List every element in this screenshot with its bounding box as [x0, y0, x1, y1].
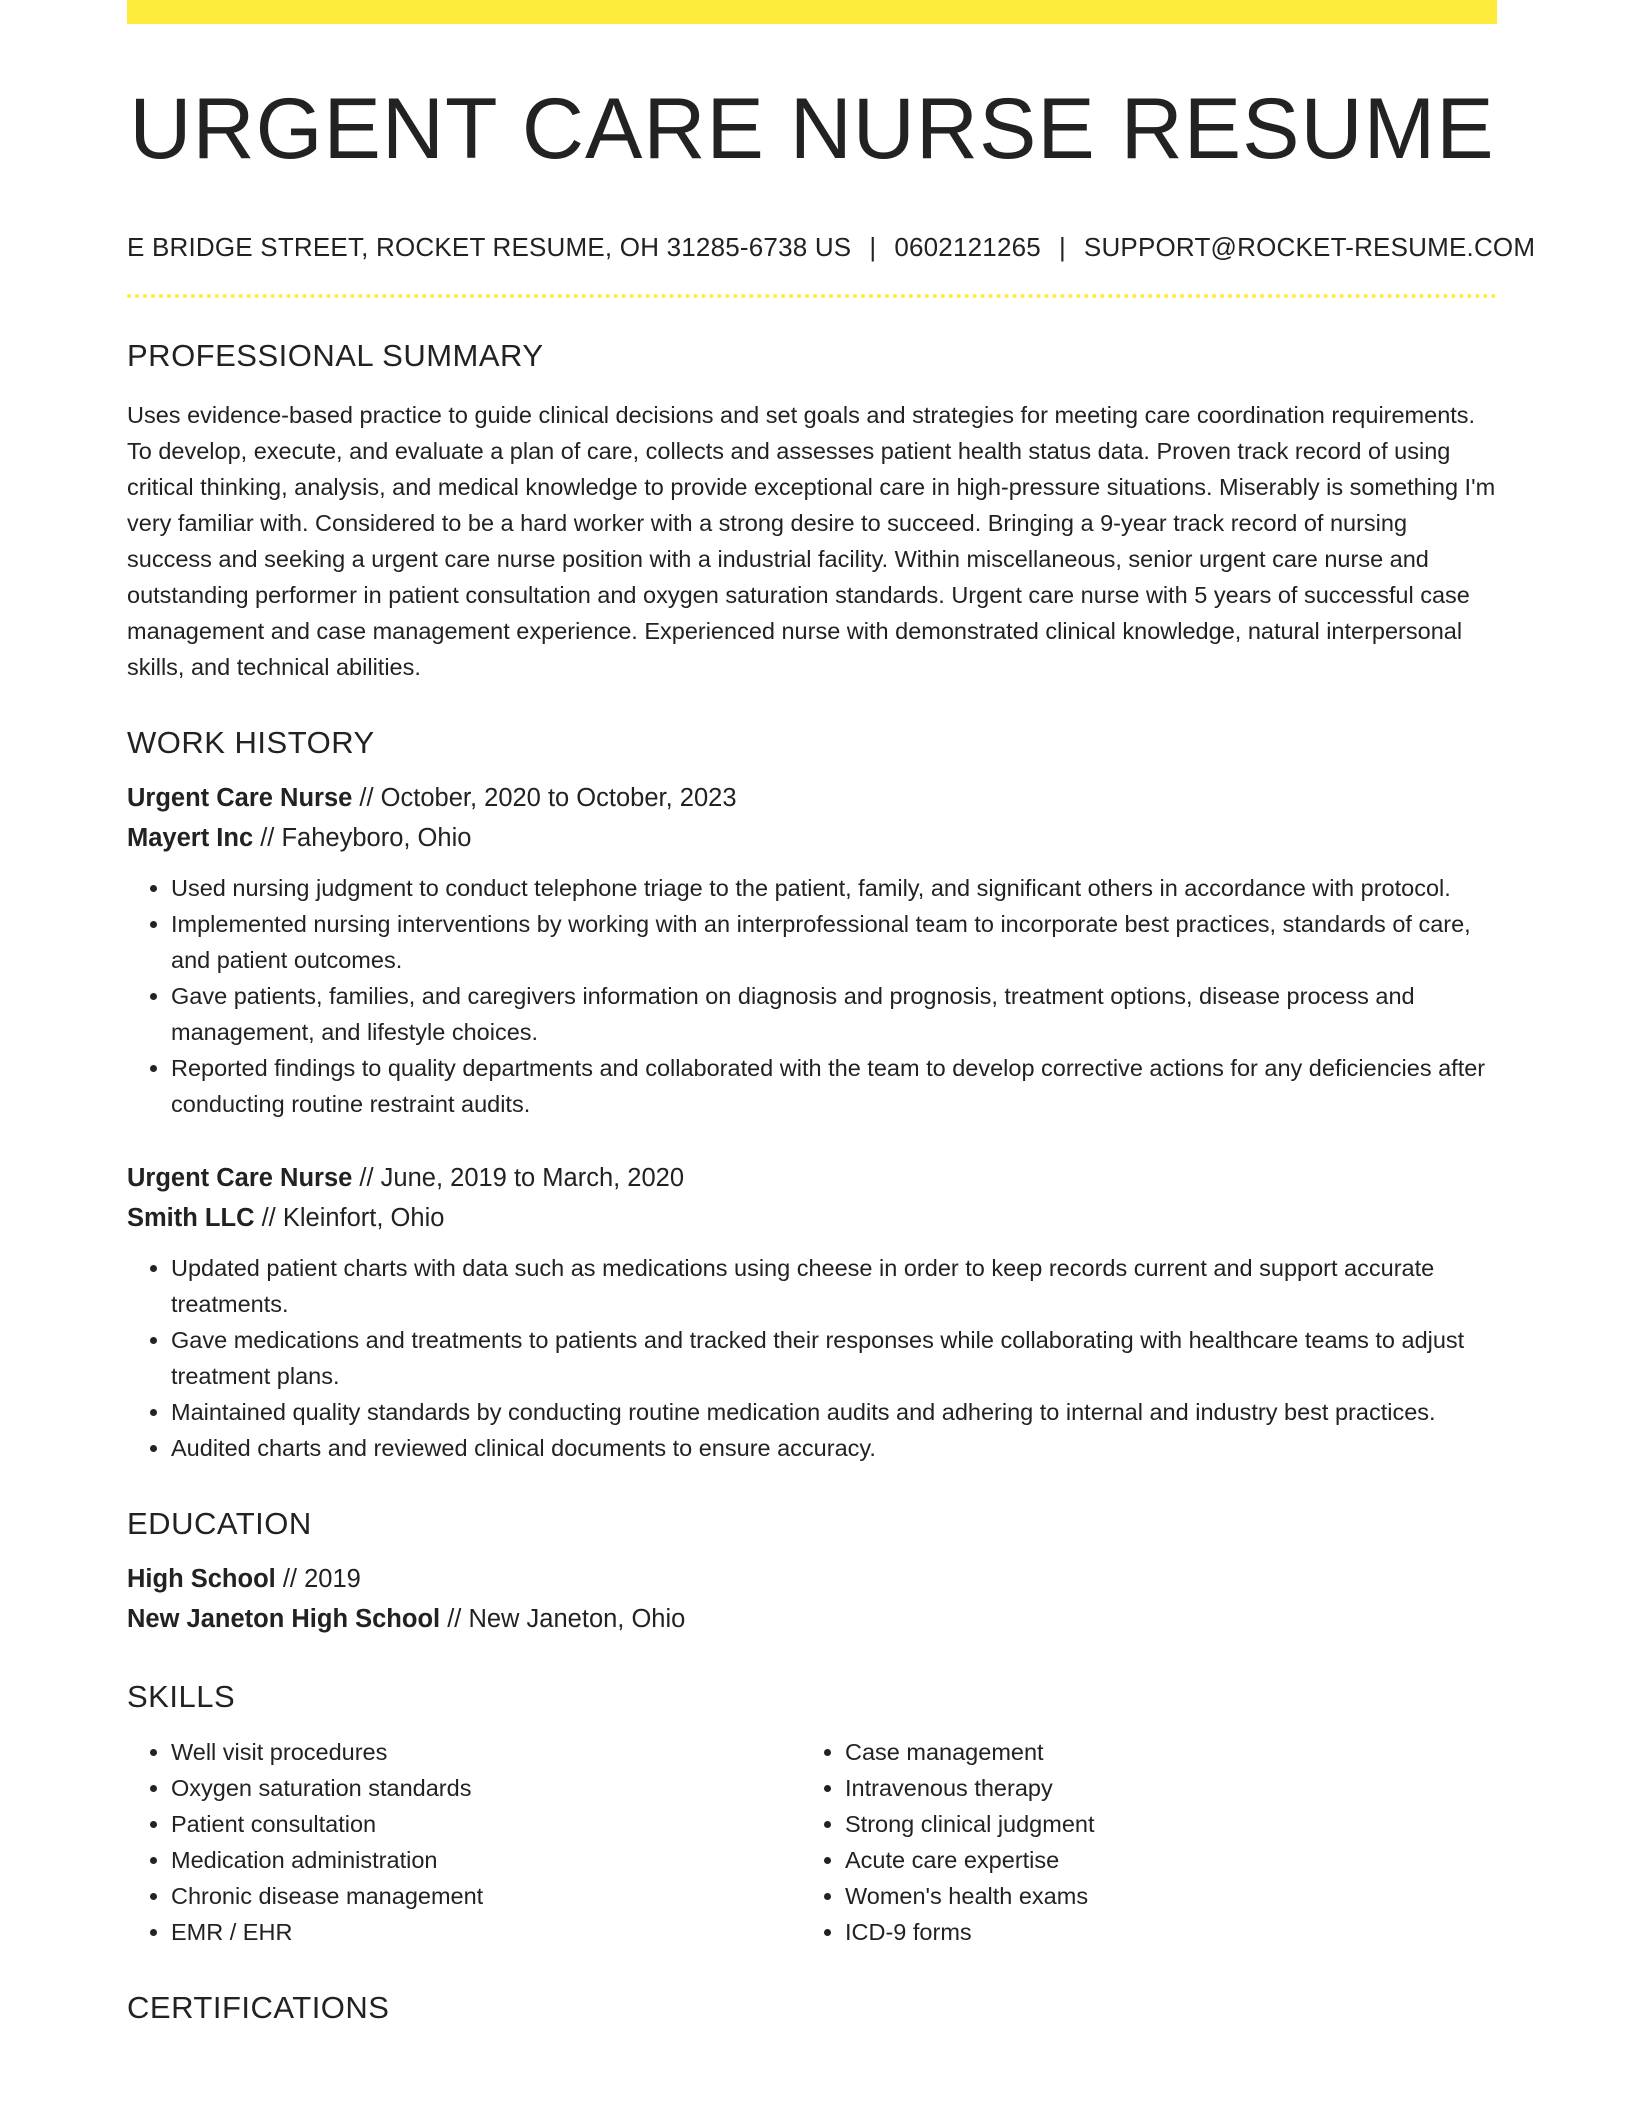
job-company-line — [127, 818, 1497, 858]
job-title: Urgent Care Nurse — [127, 784, 353, 812]
job-dates: // June, 2019 to March, 2020 — [352, 1164, 685, 1192]
work-history-heading: WORK HISTORY — [127, 725, 375, 760]
resume-page — [127, 0, 1536, 2025]
education-school-line — [127, 1599, 1497, 1639]
address: E BRIDGE STREET, ROCKET RESUME, OH 31285-6738 US — [127, 232, 852, 262]
education-degree: High School — [127, 1565, 276, 1593]
skill-item: • ICD-9 forms — [845, 1914, 1475, 1950]
skill-item: • EMR / EHR — [171, 1914, 801, 1950]
job-bullets — [127, 1250, 1497, 1466]
job-bullet: • Audited charts and reviewed clinical documents to ensure accuracy. — [171, 1430, 1497, 1466]
skill-item: • Acute care expertise — [845, 1842, 1475, 1878]
job-dates: // October, 2020 to October, 2023 — [352, 784, 737, 812]
skill-item: • Women's health exams — [845, 1878, 1475, 1914]
job-bullet: • Maintained quality standards by conducting routine medication audits and adhering to internal and industry best practices. — [171, 1394, 1497, 1430]
contact-separator: | — [869, 232, 877, 262]
job-bullet: • Updated patient charts with data such as medications using cheese in order to keep records current and support accurate treatments. — [171, 1250, 1497, 1322]
skills-columns — [127, 1734, 1497, 1950]
education-entry — [127, 1559, 1497, 1639]
certifications-heading: CERTIFICATIONS — [127, 1990, 390, 2025]
job-company: Mayert Inc — [127, 824, 254, 852]
job-bullets — [127, 870, 1497, 1122]
job-company: Smith LLC — [127, 1204, 255, 1232]
contact-line — [127, 232, 1536, 262]
skill-item: • Oxygen saturation standards — [171, 1770, 801, 1806]
top-accent-bar — [127, 0, 1497, 24]
job-company-line — [127, 1198, 1497, 1238]
skill-item: • Case management — [845, 1734, 1475, 1770]
skill-item: • Patient consultation — [171, 1806, 801, 1842]
education-school: New Janeton High School — [127, 1605, 441, 1633]
skills-right-column — [801, 1734, 1475, 1950]
education-degree-line — [127, 1559, 1497, 1599]
skills-left-column — [127, 1734, 801, 1950]
contact-separator: | — [1058, 232, 1066, 262]
job-bullet: • Reported findings to quality departments and collaborated with the team to develop corrective actions for any deficiencies after conducting routine restraint audits. — [171, 1050, 1497, 1122]
job-bullet: • Used nursing judgment to conduct telephone triage to the patient, family, and significant others in accordance with protocol. — [171, 870, 1497, 906]
job-entry — [127, 778, 1497, 1122]
skill-item: • Medication administration — [171, 1842, 801, 1878]
education-year: // 2019 — [275, 1565, 361, 1593]
summary-text: Uses evidence-based practice to guide clinical decisions and set goals and strategies for meeting care coordination requirements. To develop, execute, and evaluate a plan of care, collects and assesses patient health status data. Proven track record of using critical thinking, analysis, and medical knowledge to provide exceptional care in high-pressure situations. Miserably is something I'm very familiar with. Considered to be a hard worker with a strong desire to succeed. Bringing a 9-year track record of nursing success and seeking a urgent care nurse position with a industrial facility. Within miscellaneous, senior urgent care nurse and outstanding performer in patient consultation and oxygen saturation standards. Urgent care nurse with 5 years of successful case management and case management experience. Experienced nurse with demonstrated clinical knowledge, natural interpersonal skills, and technical abilities. — [127, 402, 1496, 680]
job-bullet: • Gave medications and treatments to patients and tracked their responses while collaborating with healthcare teams to adjust treatment plans. — [171, 1322, 1497, 1394]
skill-item: • Strong clinical judgment — [845, 1806, 1475, 1842]
summary-heading: PROFESSIONAL SUMMARY — [127, 338, 544, 373]
skills-heading: SKILLS — [127, 1679, 236, 1714]
email: SUPPORT@ROCKET-RESUME.COM — [1083, 232, 1536, 262]
skill-item: • Well visit procedures — [171, 1734, 801, 1770]
phone: 0602121265 — [894, 232, 1041, 262]
resume-title: URGENT CARE NURSE RESUME — [129, 81, 1495, 177]
education-heading: EDUCATION — [127, 1506, 312, 1541]
skill-item: • Chronic disease management — [171, 1878, 801, 1914]
job-title-line — [127, 1158, 1497, 1198]
job-bullet: • Gave patients, families, and caregivers information on diagnosis and prognosis, treatment options, disease process and management, and lifestyle choices. — [171, 978, 1497, 1050]
job-entry — [127, 1158, 1497, 1466]
skill-item: • Intravenous therapy — [845, 1770, 1475, 1806]
education-location: // New Janeton, Ohio — [440, 1605, 686, 1633]
dotted-divider — [127, 294, 1497, 298]
job-title-line — [127, 778, 1497, 818]
job-location: // Kleinfort, Ohio — [254, 1204, 445, 1232]
job-bullet: • Implemented nursing interventions by working with an interprofessional team to incorporate best practices, standards of care, and patient outcomes. — [171, 906, 1497, 978]
job-list — [127, 778, 1497, 1466]
job-title: Urgent Care Nurse — [127, 1164, 353, 1192]
job-location: // Faheyboro, Ohio — [253, 824, 472, 852]
